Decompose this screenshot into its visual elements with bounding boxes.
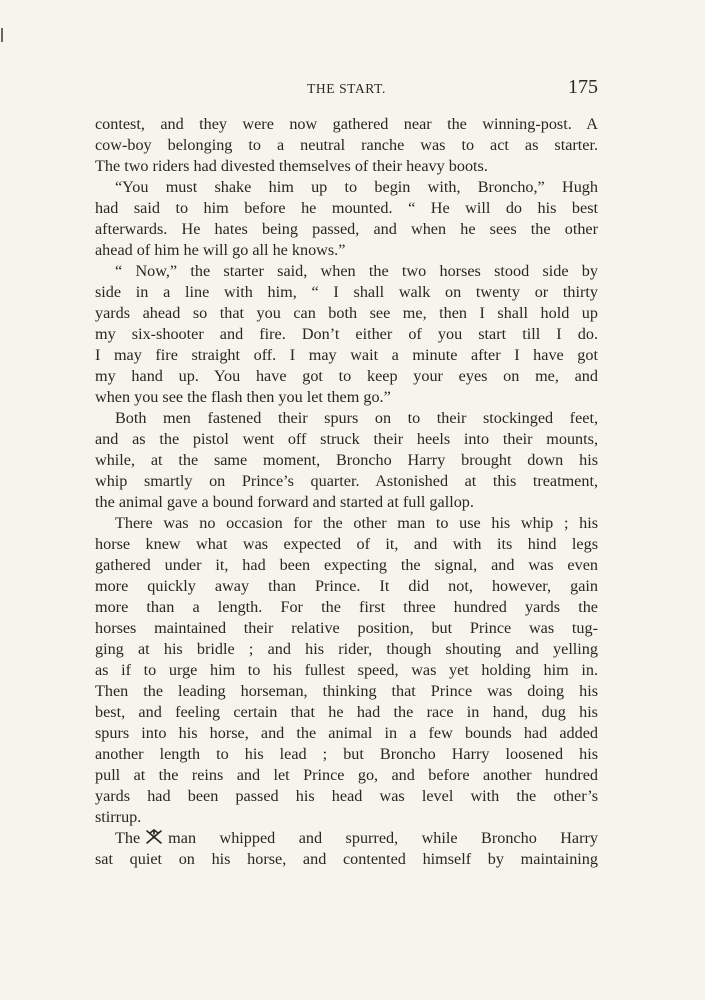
text-line: more quickly away than Prince. It did not, however, gain [95,577,598,595]
text-line: The two riders had divested themselves of their heavy boots. [95,157,488,175]
text-line: the animal gave a bound forward and started at full gallop. [95,493,474,511]
text-line: whip smartly on Prince’s quarter. Astonished at this treatment, [95,472,598,490]
paragraph-lead-word: The [115,829,141,847]
text-line: “ Now,” the starter said, when the two horses stood side by [115,262,598,280]
text-line: and as the pistol went off struck their heels into their mounts, [95,430,598,448]
text-line: Then the leading horseman, thinking that Prince was doing his [95,682,598,700]
crossed-tools-ornament-icon [144,829,164,845]
text-line: Both men fastened their spurs on to their stockinged feet, [115,409,598,427]
text-line: afterwards. He hates being passed, and when he sees the other [95,220,598,238]
text-line: best, and feeling certain that he had the race in hand, dug his [95,703,598,721]
page-number: 175 [568,76,598,98]
text-line: while, at the same moment, Broncho Harry brought down his [95,451,598,469]
text-line: spurs into his horse, and the animal in a few bounds had added [95,724,598,742]
running-head-title: THE START. [307,81,386,96]
text-line: “You must shake him up to begin with, Broncho,” Hugh [115,178,598,196]
text-line-with-ornament [95,828,598,849]
text-line: horses maintained their relative position, but Prince was tug- [95,619,598,637]
text-line: another length to his lead ; but Broncho Harry loosened his [95,745,598,763]
text-line: cow-boy belonging to a neutral ranche was to act as starter. [95,136,598,154]
text-line: had said to him before he mounted. “ He will do his best [95,199,598,217]
text-line: pull at the reins and let Prince go, and before another hundred [95,766,598,784]
text-line: There was no occasion for the other man to use his whip ; his [115,514,598,532]
text-line: yards ahead so that you can both see me, then I shall hold up [95,304,598,322]
body-text [95,114,598,870]
text-line: my hand up. You have got to keep your eyes on me, and [95,367,598,385]
text-line: my six-shooter and fire. Don’t either of you start till I do. [95,325,598,343]
scan-gutter-mark [1,28,3,42]
text-line: I may fire straight off. I may wait a minute after I have got [95,346,598,364]
text-line: side in a line with him, “ I shall walk on twenty or thirty [95,283,598,301]
text-line: yards had been passed his head was level with the other’s [95,787,598,805]
text-line: ahead of him he will go all he knows.” [95,241,346,259]
text-line: contest, and they were now gathered near the winning-post. A [95,115,598,133]
text-line: horse knew what was expected of it, and with its hind legs [95,535,598,553]
text-line: sat quiet on his horse, and contented himself by maintaining [95,850,598,868]
text-line: ging at his bridle ; and his rider, though shouting and yelling [95,640,598,658]
text-line: more than a length. For the first three hundred yards the [95,598,598,616]
book-page [95,74,598,870]
text-line-remainder: man whipped and spurred, while Broncho Harry [168,829,598,847]
text-line: when you see the flash then you let them go.” [95,388,391,406]
running-head [95,74,598,104]
text-line: gathered under it, had been expecting the signal, and was even [95,556,598,574]
text-line: stirrup. [95,808,142,826]
text-line: as if to urge him to his fullest speed, was yet holding him in. [95,661,598,679]
